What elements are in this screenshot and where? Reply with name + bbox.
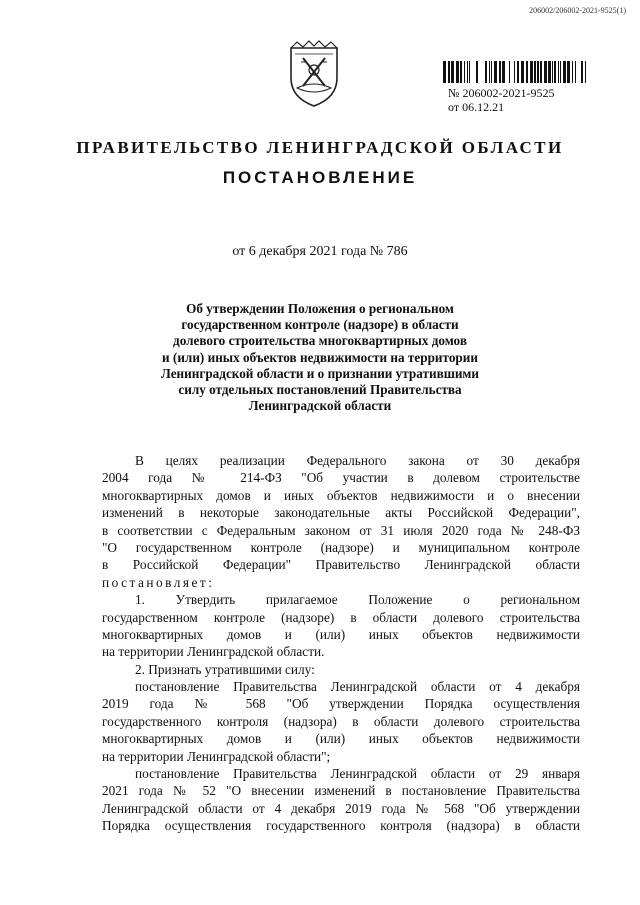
barcode-bar — [494, 61, 497, 83]
barcode-bar — [509, 61, 510, 83]
barcode-bar — [534, 61, 536, 83]
subject-line: Ленинградской области — [248, 398, 392, 414]
body-line: Ленинградской области от 4 декабря 2019 года № 568 "Об утверждении — [102, 800, 580, 816]
barcode-bar — [548, 61, 551, 83]
body-line: на территории Ленинградской области"; — [102, 748, 331, 764]
barcode-bar — [514, 61, 515, 83]
subject-line: и (или) иных объектов недвижимости на территории — [162, 349, 478, 365]
decree-date: от 6 декабря 2021 года № 786 — [232, 244, 408, 259]
body-line: постановляет: — [102, 574, 215, 590]
barcode-bar — [544, 61, 547, 83]
body-line: 2. Признать утратившими силу: — [135, 661, 315, 677]
barcode-bar — [581, 61, 583, 83]
body-line: 2004 года № 214-ФЗ "Об участии в долевом строительстве — [102, 470, 580, 486]
barcode-bar — [572, 61, 573, 83]
document-type: ПОСТАНОВЛЕНИЕ — [222, 168, 418, 187]
body-line: в соответствии с Федеральным законом от 31 июля 2020 года № 248-ФЗ — [102, 522, 580, 538]
document-id: 206002/206002-2021-9525(1) — [529, 6, 626, 15]
body-line: в Российской Федерации" Правительство Ленинградской области — [102, 557, 580, 573]
barcode-bar — [448, 61, 450, 83]
body-line: 1. Утвердить прилагаемое Положение о региональном — [135, 592, 580, 608]
body-line: В целях реализации Федерального закона от 30 декабря — [135, 453, 580, 468]
barcode — [437, 61, 589, 83]
barcode-bar — [537, 61, 539, 83]
body-line: Порядка осуществления государственного контроля (надзора) в области — [102, 818, 580, 834]
decree-subject — [150, 301, 490, 414]
barcode-bar — [443, 61, 446, 83]
registration-date: от 06.12.21 — [448, 100, 505, 114]
barcode-bar — [552, 61, 553, 83]
body-line: многоквартирных домов и иных объектов недвижимости и о внесении — [102, 487, 580, 503]
body-line: 2019 года № 568 "Об утверждении Порядка осуществления — [102, 696, 580, 712]
barcode-bar — [563, 61, 566, 83]
subject-line: Ленинградской области и о признании утратившими — [160, 365, 480, 381]
barcode-bar — [485, 61, 487, 83]
barcode-bar — [526, 61, 528, 83]
barcode-bar — [467, 61, 468, 83]
body-line: государственном контроле (надзоре) в области долевого строительства — [102, 609, 580, 625]
body-line: на территории Ленинградской области. — [102, 644, 325, 660]
body-line: изменений в некоторые законодательные акты Российской Федерации", — [102, 505, 580, 521]
barcode-graphic — [437, 61, 589, 83]
barcode-bar — [451, 61, 454, 83]
subject-line: государственном контроле (надзоре) в области — [181, 317, 459, 333]
barcode-bar — [469, 61, 470, 83]
subject-line: Об утверждении Положения о региональном — [186, 301, 454, 316]
decree-body — [102, 452, 580, 835]
barcode-bar — [575, 61, 576, 83]
barcode-bar — [560, 61, 561, 83]
body-line: многоквартирных домов и (или) иных объектов недвижимости — [102, 731, 580, 747]
body-line: государственного контроля (надзора) в области долевого строительства — [102, 713, 580, 729]
registration-number: № 206002-2021-9525 — [448, 86, 555, 100]
body-line: "О государственном контроле (надзоре) и муниципальном контроле — [102, 539, 580, 555]
barcode-bar — [554, 61, 556, 83]
subject-line: силу отдельных постановлений Правительства — [178, 382, 462, 398]
barcode-bar — [499, 61, 501, 83]
barcode-bar — [456, 61, 459, 83]
body-line: 2021 года № 52 "О внесении изменений в постановление Правительства — [102, 783, 580, 799]
body-line: многоквартирных домов и (или) иных объектов недвижимости — [102, 626, 580, 642]
coat-of-arms-icon — [285, 40, 343, 108]
subject-line: долевого строительства многоквартирных домов — [173, 333, 467, 349]
body-line: постановление Правительства Ленинградской области от 4 декабря — [135, 679, 580, 695]
barcode-bar — [502, 61, 505, 83]
barcode-bar — [530, 61, 533, 83]
barcode-bar — [476, 61, 478, 83]
barcode-bar — [585, 61, 586, 83]
barcode-bar — [464, 61, 465, 83]
barcode-bar — [460, 61, 462, 83]
barcode-bar — [558, 61, 559, 83]
barcode-bar — [567, 61, 570, 83]
barcode-bar — [521, 61, 524, 83]
government-title: ПРАВИТЕЛЬСТВО ЛЕНИНГРАДСКОЙ ОБЛАСТИ — [76, 138, 564, 157]
barcode-bar — [491, 61, 492, 83]
body-line: постановление Правительства Ленинградской области от 29 января — [135, 766, 580, 782]
barcode-bar — [540, 61, 542, 83]
barcode-bar — [517, 61, 519, 83]
barcode-bar — [489, 61, 490, 83]
